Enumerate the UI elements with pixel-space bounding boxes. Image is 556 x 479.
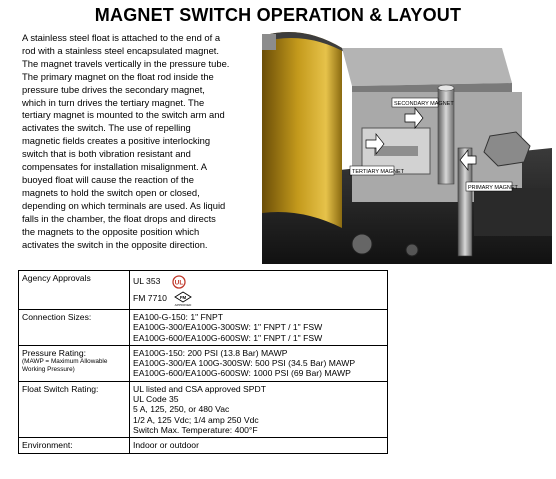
primary-magnet-label: PRIMARY MAGNET [468, 185, 518, 191]
description-line: magnets to hold the switch open or closed, [22, 186, 200, 198]
pressure-rating-title: Pressure Rating: [22, 347, 87, 358]
ul-listing: UL 353 [133, 276, 161, 287]
description-line: activates the switch in the opposite direction. [22, 238, 208, 250]
tertiary-magnet-label: TERTIARY MAGNET [352, 169, 404, 175]
pressure-rating-value [130, 345, 388, 381]
environment-value: Indoor or outdoor [130, 438, 388, 453]
connection-line: EA100G-600/EA100G-600SW: 1" FNPT / 1" FSW [133, 332, 323, 343]
fm-approval: FM 7710 [133, 293, 167, 304]
page-title: MAGNET SWITCH OPERATION & LAYOUT [94, 5, 462, 25]
magnet-switch-illustration [262, 28, 552, 264]
description-line: which in turn drives the tertiary magnet. The [22, 96, 205, 108]
pressure-line: EA100G-600/EA100G-600SW: 1000 PSI (69 Bar) MAWP [133, 368, 351, 379]
mount-block [474, 188, 552, 236]
description-line: switch that is both vibration resistant and [22, 148, 191, 160]
fm-approved-logo-icon [171, 291, 195, 307]
svg-text:UL: UL [174, 279, 184, 287]
description-line: falls in the chamber, the float drops and directs [22, 212, 216, 224]
specifications-table [18, 270, 388, 454]
description-line: buoyed float will cause the reaction of the [22, 173, 194, 185]
bolt-head [406, 244, 418, 256]
secondary-magnet-label: SECONDARY MAGNET [394, 101, 454, 107]
description-line: activates the switch. The use of repelling [22, 122, 191, 134]
description-line: magnetic fields creates a positive interlocking [22, 135, 211, 147]
pressure-line: EA100G-150: 200 PSI (13.8 Bar) MAWP [133, 347, 288, 358]
cylinder-top [438, 85, 454, 91]
description-line: tertiary magnet is mounted to the switch arm and [22, 109, 225, 121]
ul-logo-icon [171, 275, 187, 289]
table-row [19, 310, 388, 346]
bolt-head [352, 234, 372, 254]
connection-sizes-value [130, 310, 388, 346]
enclosure-wall [262, 32, 342, 228]
pressure-rating-label [19, 345, 130, 381]
description-line: The magnet travels vertically in the pressure tube. [22, 57, 230, 69]
float-switch-line: UL listed and CSA approved SPDT [133, 383, 266, 394]
svg-text:APPROVED: APPROVED [174, 302, 192, 307]
environment-label: Environment: [19, 438, 130, 453]
svg-text:FM: FM [179, 294, 187, 300]
table-row [19, 381, 388, 437]
agency-approvals-label: Agency Approvals [19, 271, 130, 310]
switch-assembly-drawing [262, 28, 552, 264]
float-switch-line: UL Code 35 [133, 394, 179, 405]
table-row [19, 438, 388, 453]
float-switch-rating-label: Float Switch Rating: [19, 381, 130, 437]
float-switch-line: 5 A, 125, 250, or 480 Vac [133, 404, 230, 415]
connection-line: EA100G-300/EA100G-300SW: 1" FNPT / 1" FSW [133, 322, 323, 333]
top-knob [262, 34, 276, 50]
description-text [22, 32, 258, 251]
pressure-line: EA100G-300/EA 100G-300SW: 500 PSI (34.5 Bar) MAWP [133, 358, 356, 369]
float-switch-line: Switch Max. Temperature: 400°F [133, 424, 258, 435]
description-line: the magnets to the opposite position which [22, 225, 200, 237]
table-row [19, 271, 388, 310]
description-line: compensates for installation misalignment. A [22, 161, 207, 173]
table-row [19, 345, 388, 381]
description-line: A stainless steel float is attached to the end of a [22, 32, 221, 43]
connection-line: EA100-G-150: 1" FNPT [133, 312, 223, 322]
float-switch-rating-value [130, 381, 388, 437]
description-line: The primary magnet on the float rod inside the [22, 70, 214, 82]
top-ledge [342, 48, 512, 86]
description-line: rod with a stainless steel encapsulated magnet. [22, 44, 219, 56]
mawp-note: (MAWP = Maximum Allowable Working Pressure) [22, 358, 108, 374]
description-line: pressure tube drives the secondary magnet, [22, 83, 205, 95]
connection-sizes-label: Connection Sizes: [19, 310, 130, 346]
float-switch-line: 1/2 A, 125 Vdc; 1/4 amp 250 Vdc [133, 414, 259, 425]
description-line: depending on which terminals are used. As liquid [22, 199, 226, 211]
agency-approvals-value [130, 271, 388, 310]
